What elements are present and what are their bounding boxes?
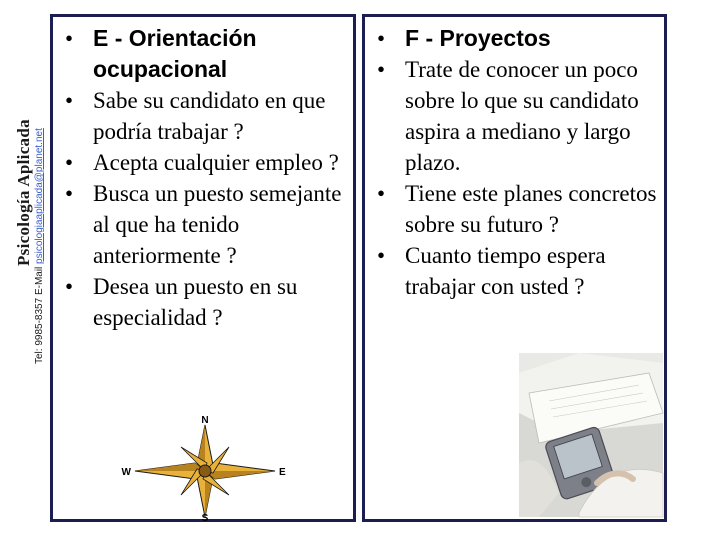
bullet: • [65, 88, 74, 113]
compass-south: S [201, 513, 209, 524]
left-item-text: Desea un puesto en su especialidad ? [93, 274, 298, 330]
contact-email-link[interactable]: psicologiaaplicada@planet.net [34, 128, 45, 264]
right-item [367, 240, 667, 302]
contact-line [34, 128, 45, 364]
left-item-text: Busca un puesto semejante al que ha tenido anteriormente ? [93, 181, 342, 268]
right-item-text: Tiene este planes concretos sobre su futuro ? [405, 181, 657, 237]
left-item-text: Sabe su candidato en que podría trabajar ? [93, 88, 326, 144]
compass-rose-icon [121, 415, 286, 524]
right-item-text: Cuanto tiempo espera trabajar con usted ? [405, 243, 606, 299]
compass-north: N [201, 415, 209, 426]
contact-prefix: Tel: 9985-8357 E-Mail [34, 263, 45, 364]
compass-west: W [121, 467, 131, 478]
left-heading: E - Orientación ocupacional [93, 25, 257, 82]
bullet: • [65, 274, 74, 299]
sidebar [0, 0, 48, 540]
bullet: • [65, 150, 74, 175]
bullet: • [65, 181, 74, 206]
left-item-text: Acepta cualquier empleo ? [93, 150, 339, 175]
right-heading: F - Proyectos [405, 25, 551, 51]
compass-east: E [279, 467, 286, 478]
right-item-text: Trate de conocer un poco sobre lo que su candidato aspira a mediano y largo plazo. [405, 57, 639, 175]
right-bullet-list [367, 23, 667, 302]
right-panel [362, 14, 667, 522]
bullet: • [377, 243, 386, 268]
left-panel [50, 14, 356, 522]
right-item [367, 54, 667, 178]
right-item [367, 178, 667, 240]
bullet: • [65, 26, 74, 51]
brand-title: Psicología Aplicada [14, 119, 33, 266]
left-item [55, 271, 355, 333]
left-heading-item [55, 23, 355, 85]
bullet: • [377, 181, 386, 206]
right-heading-item [367, 23, 667, 54]
left-item [55, 178, 355, 271]
left-item [55, 85, 355, 147]
bullet: • [377, 26, 386, 51]
bullet: • [377, 57, 386, 82]
pda-photo-image [519, 353, 663, 517]
left-item [55, 147, 355, 178]
left-bullet-list [55, 23, 355, 333]
